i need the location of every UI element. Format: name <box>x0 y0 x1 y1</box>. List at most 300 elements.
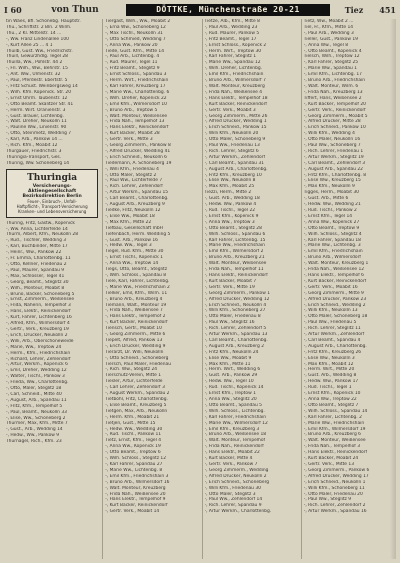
directory-entry: -, Erich Schneid., Pankow 10 <box>303 125 366 131</box>
directory-entry: -, Emil Kfm., Friedrichshain <box>204 72 264 78</box>
directory-entry: -, Herm., Kfm., Friedrichshain <box>6 350 71 356</box>
directory-entry: -, Otto Beamt. Skalitzer Str. 41 <box>6 101 74 107</box>
directory-entry: -, Alfred Drucker, Wedding 12 <box>204 296 270 302</box>
directory-entry: -, Ernst Schloss., Spandau 3 <box>105 72 167 78</box>
directory-entry: -, Fr. Emma, Charlottenbg. 11 <box>6 256 71 262</box>
directory-entry: -, Alfred, Kfm., Wilmersdorf 4 <box>6 321 70 327</box>
directory-entry: -, Georg Zimmerm., Mitte 26 <box>204 113 268 119</box>
directory-entry: -, Rud. Tischl., Pankow 11 <box>105 432 162 438</box>
directory-entry: -, Max Kfm., Mitte 11 <box>204 361 251 367</box>
directory-entry: -, Kurt Allee 25 ... 4 1 <box>6 42 53 48</box>
directory-entry: -, Fri. Wilh., Ww., Behrstr. 15 <box>6 66 68 72</box>
directory-entry: -, Wilh. Schloss., Lichtenbg. <box>204 408 265 414</box>
directory-entry: -, Gust. Arb., Pankow 29 <box>204 373 258 379</box>
directory-entry: -, Rud. Tischl., Tegel 1 <box>303 385 352 391</box>
directory-entry: -, Karl Fahrer, Steglitz 1 <box>204 54 257 60</box>
directory-entry: -, Rich. Lehrer, Zehlendorf 5 <box>204 326 267 332</box>
directory-entry: -, Gertr. Verk., Mitte 13 <box>303 461 354 467</box>
directory-entry: -, Anna Ww., Treptow 22 <box>303 397 357 402</box>
directory-entry: -, Ant. Ww., Ulmenstr. 32 <box>6 72 61 78</box>
directory-entry: Thuring, Ww. Schöneberg 14 <box>6 160 70 166</box>
ad-line: Versicherungs-Aktiengesellschaft <box>28 183 77 194</box>
directory-entry: -, Anna Ww., Steglitz 20 <box>204 397 257 402</box>
directory-entry: Thürnagel, Rich., Kfm. 23 <box>6 439 62 445</box>
directory-entry: -, Pauline Ww., Linienstr. 90 <box>6 125 67 131</box>
directory-entry: -, Otto Maler, Friedenau 20 <box>303 491 363 497</box>
directory-entry: -, Gust. Arb., Mitte 6 <box>303 196 349 202</box>
directory-entry: Tiedemann, A. Schöneberg 19 <box>105 160 172 166</box>
directory-entry: -, Willi Kfm., Neukölln 13 <box>303 308 358 314</box>
directory-entry: -, Otto Maler, Steglitz 3 <box>204 491 256 497</box>
directory-entry: Tiffert, Hans, Weißensee 2 <box>303 95 362 101</box>
thuringia-advertisement <box>6 169 98 218</box>
directory-entry: -, Paul, Beamt., Neukölln 33 <box>6 409 67 415</box>
directory-entry: -, Fritz Kfm., Kreuzberg 26 <box>303 349 362 355</box>
column-2 <box>102 19 197 559</box>
directory-entry: -, Erich Schneid., Neukölln 4 <box>204 302 267 308</box>
directory-entry: Thurm, Albert, Kfm., Neukölln 28 <box>6 232 79 238</box>
directory-entry: -, Frida Näh., Kreuzberg 13 <box>303 89 363 95</box>
directory-entry: -, Paul Arb., Wedding 23 <box>204 24 258 30</box>
directory-entry: -, August, Arb., Spandau 11 <box>6 397 67 403</box>
directory-entry: -, Rud. Tischl., Pankow 2 <box>303 208 357 213</box>
directory-entry: -, Marie Ww., Spandau 12 <box>204 60 261 66</box>
directory-entry: -, Alfred Drucker, Wedding 17 <box>303 473 369 479</box>
directory-entry: -, Bruno Arb., Kreuzberg 21 <box>204 255 265 261</box>
directory-entry: -, Wilh. Schloss., Spandau 6 <box>204 231 266 237</box>
directory-entry: -, Otto Maler, Schöneberg 9 <box>204 137 266 143</box>
directory-entry: -, Georg Zimmerm., Mitte 9 <box>303 290 364 296</box>
directory-entry: -, Otto Maler, Schöneberg 18 <box>303 314 368 320</box>
directory-entry: -, Karl Fahrer, Spandau 27 <box>105 461 163 467</box>
directory-entry: -, Fritz Kfm., Neukölln 24 <box>204 349 259 355</box>
directory-entry: -, Gertr., Verk., Kreuzberg 19 <box>6 326 69 332</box>
directory-entry: Thürmer, Max, Kfm., Mitte 7 <box>6 421 68 427</box>
directory-entry: -, Fritz Beamt., Tegel 17 <box>204 36 257 42</box>
directory-entry: -, Rud. Tischl., Köpenick 14 <box>204 385 264 391</box>
directory-entry: Tietgen, Max, Arb., Neukölln <box>105 408 168 414</box>
directory-entry: -, Rich. Kfm., Moabit 12 <box>6 143 58 149</box>
directory-entry: -, Artur Werkm., Zehlendorf <box>204 154 266 160</box>
directory-entry: -, Artur Werkm., Charlottenbg. <box>204 509 272 515</box>
directory-entry: -, Max Kfm., Neukölln 9 <box>303 184 355 190</box>
directory-entry: -, Gust. Arb., Wedding 18 <box>204 196 260 202</box>
directory-entry: -, Walt. Monteur, Tempelhof <box>204 438 266 444</box>
directory-entry: Tietze, Alb., Kfm., Mitte 8 <box>204 19 260 24</box>
directory-entry: -, Bruno Arb., Friedrichshain <box>303 78 366 84</box>
directory-entry: -, Frida Näh., Reinickendorf <box>204 444 264 450</box>
directory-entry: -, Erich Schneid., Schöneberg <box>204 479 270 485</box>
directory-entry: -, Gertr. Verk., Pankow 7 <box>204 461 258 467</box>
directory-entry: -, Kurt Bäcker, Moabit 28 <box>105 131 160 137</box>
directory-entry: -, Max Kfm., Moabit 25 <box>204 184 255 190</box>
directory-entry: -, Hedw. Ww., Pankow 17 <box>303 379 359 385</box>
directory-entry: Tiezzi, Herm., Mitte 2 <box>204 190 252 196</box>
column-1-entries-bottom <box>6 221 98 445</box>
directory-entry: Tieller, Gust., Pankow 19 <box>303 36 358 42</box>
directory-entry: -, Herm. Wirt., Treptow 30 <box>204 48 262 54</box>
directory-entry: -, Emil Kfm., Lichtenbg. 17 <box>303 72 362 78</box>
directory-entry: -, Otto Beamt., Steglitz 28 <box>204 225 262 231</box>
directory-entry: -, Rich. Ww., Steglitz 24 <box>105 367 158 373</box>
directory-entry: -, Rich. Lehrer, Spandau 9 <box>204 503 262 509</box>
directory-entry: -, Hans Elektr., Tempelhof 9 <box>105 497 166 503</box>
directory-entry: -, Emil Kfm., Wilmersdorf 10 <box>105 101 167 107</box>
directory-entry: -, Anna Ww., Köpenick 27 <box>303 219 360 225</box>
directory-entry: Tietböhl, Fritz, Charlottenbg. <box>105 397 168 402</box>
directory-entry: -, Alfred Drucker, Pankow 23 <box>303 296 367 302</box>
directory-entry: -, Kurt Bäcker, Moabit 24 <box>303 456 359 462</box>
directory-entry: -, Ww. Anna, Lichterfelde 14 <box>6 226 68 232</box>
directory-entry: Thuringia-Transport, Ges. <box>6 154 62 160</box>
directory-entry: -, Carl, Schneid., Mitte 40 <box>6 391 62 397</box>
directory-entry: -, Herm. Wirt., Wedding 6 <box>204 367 261 373</box>
directory-entry: -, Anna Ww., Treptow 14 <box>105 261 159 267</box>
directory-entry: -, Rich. Lehrer, Steglitz 11 <box>303 326 361 332</box>
directory-entry: -, Max Kfm., Mitte 22 <box>105 219 152 225</box>
directory-entry: -, Richard, Lehrer, Zehlendorf <box>6 356 71 362</box>
directory-entry: -, Artur, Werkm., Köpenick 6 <box>6 362 68 368</box>
directory-entry: -, Carl Beamt., Charlottenbg. <box>105 196 169 202</box>
directory-entry: -, Marie Ww., Spandau 1 <box>303 66 357 72</box>
directory-entry: -, Wilh. Schloss., Steglitz 4 <box>303 231 362 237</box>
column-1 <box>4 19 98 559</box>
ad-line: Feuer-, Einbruch-, Unfall- <box>27 198 77 204</box>
directory-entry: -, Herm. Wirt., Mitte 20 <box>303 367 355 373</box>
directory-entry: -, Willi Kfm., Friedenau 30 <box>204 485 261 491</box>
directory-entry: -, Wilh. Schloss., Steglitz 12 <box>105 456 166 462</box>
directory-entry: -, Gust. Arb., Pankow 16 <box>105 237 158 243</box>
directory-entry: -, Georg Zimmerm., Wedding <box>204 467 269 473</box>
directory-entry: -, Hans Elektr., Reinickendorf <box>105 125 169 131</box>
directory-entry: -, Hedw. Ww., Tegel 3 <box>105 243 152 249</box>
directory-entry: -, Georg Zimmerm., Pankow 6 <box>303 467 370 473</box>
directory-entry: -, Hans Elektr., Reinickendorf <box>303 450 368 456</box>
directory-entry: Tiersch, Paul Maler, Friedenau <box>105 361 172 367</box>
directory-entry: Thüring, Fritz, Gastw., Köpenick <box>6 220 75 226</box>
directory-entry: -, Carl Lehrer, Zehlendorf 3 <box>105 385 165 391</box>
directory-entry: -, Wilh. Dreher, Köpenick 22 <box>105 95 167 101</box>
directory-entry: -, Willi Kfm., Friedenau 4 <box>105 166 159 172</box>
directory-entry: -, Wilh., Monteur, Moabit 8 <box>6 285 65 291</box>
directory-entry: Tiensch, Gertr., Moabit 10 <box>105 326 162 332</box>
directory-entry: Tiele, Karl, Fahrer, Lichtenbg. <box>105 278 170 284</box>
directory-entry: -, Paul, Maurer, Spandau 9 <box>6 267 65 273</box>
page-number: 451 <box>379 5 396 15</box>
directory-entry: -, Frida Näh., Weißensee 12 <box>303 267 365 273</box>
directory-entry: Tielsch, Wilh., Treptow 12 <box>303 54 360 60</box>
directory-entry: -, Otto Maler, Friedenau 8 <box>204 314 261 320</box>
directory-entry: Thuilb, Gust. Ww., Friedrichstr. <box>6 48 73 54</box>
directory-entry: -, Otto Maler, Neukölln 16 <box>303 137 361 143</box>
column-1-entries-top <box>6 19 98 167</box>
directory-entry: -, Willi Kfm., Schöneberg 27 <box>204 308 266 314</box>
column-3 <box>202 19 297 559</box>
directory-entry: -, Herm. Wirt., Friedrichshain <box>105 78 169 84</box>
directory-entry: -, Frida Näh., Tempelhof 3 <box>303 444 360 450</box>
directory-entry: -, Emil Kfm., Friedrichshain <box>303 249 363 255</box>
directory-entry: -, Rich. Lehrer, Steglitz 6 <box>204 148 259 154</box>
directory-entry: -, Kurt Bäcker, Mitte 4 <box>204 456 253 462</box>
directory-entry: Tiel, Fr., Kfm., Mitte 14 <box>303 24 354 30</box>
directory-entry: Tiefenbach, Herm. Wedding 5 <box>105 231 171 237</box>
directory-entry: -, Erna Ww., Schöneberg 12 <box>105 24 166 30</box>
directory-entry: -, Gust. Brauer, Lichtenbg. <box>6 113 64 119</box>
directory-entry: -, August Arb., Spandau 22 <box>303 166 363 172</box>
directory-entry: -, Otto Maler, Steglitz 2 <box>105 172 157 178</box>
directory-entry: -, Karl Fahrer, Friedrichshain <box>204 414 267 420</box>
directory-entry: -, Frida Näh., Tempelhof 13 <box>105 119 165 125</box>
directory-entry: -, Paul Arb., Lichtenbg. 4 <box>105 54 160 60</box>
directory-entry: -, Herm. Kfm., Moabit 21 <box>105 414 160 420</box>
directory-entry: -, Georg, Beamt., Steglitz 30 <box>6 279 69 285</box>
directory-entry: -, Emil, Dreher, Wedding 12 <box>6 368 67 374</box>
directory-entry: -, Gust., Arb., Wedding 14 <box>6 427 63 433</box>
directory-entry: -, Frieda, Ww., Charlottenbg. <box>6 380 69 386</box>
directory-entry: -, Frida Näh., Weißensee 4 <box>204 89 263 95</box>
directory-entry: -, Marie Ww., Friedrichshain 2 <box>105 284 170 290</box>
directory-entry: Tietz, Ww., Moabit 2 ... <box>303 19 354 24</box>
directory-entry: Tietjen, Gust., Mitte 15 <box>105 420 156 426</box>
directory-entry: -, Ernst Uhrm. Taubenstr. 12 <box>6 95 68 101</box>
directory-entry: -, Otto Schneid., Schöneberg <box>105 355 169 361</box>
directory-entry: -, Ernst Kfm., Tegel 14 <box>303 213 353 219</box>
directory-entry: -, Fritz Beamt., Steglitz 9 <box>105 66 160 72</box>
directory-entry: -, Elise Ww., Moabit 18 <box>105 213 155 219</box>
directory-entry: -, Paul Ww., Steglitz 16 <box>204 320 255 326</box>
directory-entry: -, Otto Schmied, Wedding 7 <box>105 36 166 42</box>
directory-entry: -, Carl Beamt., Spandau 4 <box>303 337 361 343</box>
directory-entry: Tiepelt, Alfred, Pankow 13 <box>105 337 163 343</box>
directory-entry: -, Bruno, Bäcker, Schöneberg 5 <box>6 291 75 297</box>
directory-entry: Tigges, Herm., Moabit 30 <box>303 190 359 196</box>
directory-entry: -, Paul Ww., Zehlendorf 14 <box>204 497 263 503</box>
directory-entry: -, Karl, Arb., Pankow 14 ... <box>6 137 63 143</box>
directory-entry: -, Gertr. Verk., Moabit 16 <box>303 284 358 290</box>
directory-entry: -, Artur Werkm., Steglitz 19 <box>303 154 364 160</box>
ad-line: Haftpflicht-, Transport-Versicherung <box>16 203 88 209</box>
directory-entry: -, Gertr. Verk., Reinickendorf <box>303 107 366 113</box>
directory-entry: -, Walt. Monteur, Weißensee <box>105 113 168 119</box>
directory-entry: -, Kurt Bäcker, Reinickendorf <box>105 320 168 326</box>
directory-entry: -, Hedw., Ww., Pankow 9 <box>6 433 60 439</box>
directory-entry: -, Anna Ww., Treptow 3 <box>204 219 255 225</box>
directory-entry: Tiergast, Wilh., Ww., Moabit 2 <box>105 19 171 24</box>
directory-entry: -, Erich, Drucker, Neukölln 2 <box>6 332 68 338</box>
directory-entry: -, Anna Ww., Pankow 20 <box>105 42 158 48</box>
directory-entry: -, Paul Ww., Schöneberg 7 <box>303 143 361 149</box>
directory-entry: -, Otto, Kellner, Friedenau 2 <box>6 262 67 267</box>
page-header <box>4 3 396 17</box>
directory-entry: -, Kurt Bäcker, Reinickendorf <box>204 101 267 107</box>
directory-entry: -, Marie Ww., Wilmersdorf 12 <box>204 420 268 426</box>
directory-entry: Thuill, Gewürzhdlg. Tegel 28 <box>6 54 68 60</box>
directory-entry: -, Georg Zimmerm., Pankow 8 <box>105 143 171 149</box>
directory-entry: -, Erich Schneid., Neukölln 1 <box>303 479 366 485</box>
directory-entry: -, Rud. Maurer, Tegel 11 <box>105 60 158 66</box>
directory-entry: -, Marie Ww., Lichtenbg. 3 <box>303 243 361 249</box>
header-left-marker: I 60 <box>4 5 22 15</box>
directory-entry: -, Paul Ww., Lichterfelde 7 <box>105 178 163 184</box>
header-entry-range: von Thun <box>51 5 99 15</box>
directory-entry: -, Ernst Kfm., Treptow 1 <box>204 391 256 397</box>
directory-entry: -, Erich Drucker, Wedding 9 <box>105 343 166 349</box>
directory-entry: -, Wilh. Schloss., Spandau 8 <box>105 272 167 278</box>
directory-entry: -, Willi Kfm., Wedding 4 <box>303 131 355 137</box>
directory-entry: Tiedke, Fritz, Neukölln 12 <box>105 208 161 213</box>
directory-entry: -, Elise Ww., Neukölln 3 <box>303 355 355 361</box>
directory-entry: Thuilla, Ww., Pohlstr. 44 2 <box>6 60 63 66</box>
directory-entry: -, Elise Ww., Kreuzberg 15 <box>303 178 361 184</box>
directory-entry: -, Max Kfm., Moabit 12 <box>303 361 354 367</box>
directory-entry: -, Erich Schneid., Wedding 2 <box>303 302 366 308</box>
directory-entry: -, Max, Schlosser, Tegel 41 <box>6 273 65 279</box>
directory-entry: -, Elise Ww., Moabit 9 <box>204 355 252 361</box>
directory-entry: -, Fritz Schust. Weinbergsweg 14 <box>6 83 78 89</box>
directory-entry: -, Paul Ww., Friedenau 5 <box>303 320 357 326</box>
directory-entry: -, Artur Werkm., Spandau 16 <box>303 509 367 515</box>
directory-entry: -, Walt. Dreher, Neukölln 11 <box>6 119 67 125</box>
page-edge-shadow <box>390 19 396 559</box>
directory-entry: -, Walt. Monteur, Wilm. 6 <box>303 83 359 89</box>
directory-entry: -, Gertr. Verk., Moabit 3 <box>204 107 256 113</box>
directory-entry: -, August Werkm., Spandau 2 <box>105 391 170 397</box>
directory-entry: -, Ernst Kfm., Köpenick 10 <box>303 391 361 397</box>
directory-entry: -, Paul Ww., Friedenau 13 <box>204 143 260 149</box>
directory-entry: -, Artur Werkm., Spandau 13 <box>204 332 268 338</box>
directory-entry: Thurgauer, Friedrichstr. 3 <box>6 148 62 154</box>
directory-entry: -, Bruno Arb., Treptow 5 <box>105 107 158 113</box>
directory-entry: -, Wilh. Dreher, Lichtenbg. <box>204 66 263 72</box>
directory-entry: -, Otto Beamt., Treptow 9 <box>303 225 360 231</box>
directory-entry: -, Carl Beamt., Charlottenbg. <box>204 337 268 343</box>
directory-entry: -, Rich. Lehrer, Zehlendorf 2 <box>303 503 366 509</box>
directory-entry: -, Gertr. Verk., Moabit 14 <box>105 509 160 515</box>
directory-entry: -, Artur Werkm., Zehlendorf <box>303 332 365 338</box>
directory-entry: -, Kurt, Fahrer, Lichtenberg 16 <box>6 315 72 321</box>
directory-entry: -, Marie Ww., Charlottenbg. 6 <box>105 89 170 95</box>
directory-entry: -, Otto, Steinmetz, Wedding 7 <box>6 131 72 137</box>
directory-entry: -, Herm. Wirt. Oranienstr. 3 <box>6 107 66 113</box>
directory-entry: -, Marie Ww., Friedrichshain <box>204 243 265 249</box>
directory-entry: -, Hedw. Ww., Pankow 4 <box>204 202 257 208</box>
directory-entry: -, Rich. Lehrer, Friedenau 1 <box>303 148 364 154</box>
directory-entry: Tietz, Ernst, Kfm., Tegel 4 <box>105 438 162 444</box>
directory-entry: -, Willi, Arb., Oberschöneweide <box>6 338 74 344</box>
ad-title: Thuringia <box>27 172 78 183</box>
directory-entry: -, Hans Elektr., Tempelhof 2 <box>105 314 166 320</box>
directory-entry: -, Anna Ww., Tegel 8 <box>303 42 349 48</box>
directory-entry: -, Paul Arb., Wedding 3 <box>303 30 354 36</box>
directory-entry: -, Alfred Drucker, Neukölln 2 <box>204 473 267 479</box>
directory-entry: Tiegel, Rud. Kfm., Mitte 30 <box>105 249 164 255</box>
directory-entry: -, Hans, Elektr., Reinickendorf <box>6 309 71 315</box>
directory-entry: -, Carl Beamt., Spandau 31 <box>204 160 264 166</box>
directory-entry: -, Otto, Maler, Steglitz 18 <box>6 386 62 392</box>
directory-entry: -, Emil Kfm., Kreuzberg 3 <box>204 426 260 432</box>
directory-entry: -, Frida Näh., Weißensee 20 <box>105 491 166 497</box>
directory-entry: -, Hans Elektr., Tempelhof 18 <box>204 95 268 101</box>
directory-entry: -, Bruno Arb., Weißensee 18 <box>204 432 267 438</box>
directory-entry: -, Hedw. Ww., Wedding 21 <box>303 202 361 208</box>
directory-columns <box>4 19 396 559</box>
directory-entry: -, Elise, Ww., Schöneberg 2 <box>6 415 66 421</box>
ad-line: Kranken- und Lebensversicherung <box>17 208 87 214</box>
directory-entry: -, Carl Beamt., Zehlendorf 3 <box>303 160 366 166</box>
directory-entry: -, Gertr. Verk., Mitte 19 <box>204 284 255 290</box>
directory-entry: -, Willi Kfm., Schöneberg 11 <box>303 485 365 491</box>
directory-entry: -, Ernst Schloss., Köpenick 2 <box>204 42 267 48</box>
directory-entry: Thu., 2 Kl. Mittelstr. 14 ... <box>6 30 62 36</box>
directory-entry: -, Paul Ww., Steglitz 9 <box>303 497 352 503</box>
directory-entry: -, Karl Fahrer, Lichtenbg. 15 <box>204 237 266 243</box>
directory-entry: -, Marie Ww., Lichtenbg. 8 <box>105 467 163 473</box>
directory-entry: -, Karl Fahrer, Steglitz 25 <box>303 60 359 66</box>
directory-entry: -, Fritz Kfm., Kreuzberg 10 <box>204 172 262 178</box>
directory-entry: -, Walter, Tischl., Pankow 3 <box>6 374 65 380</box>
directory-entry: -, Hans Elektr., Tempelhof 6 <box>303 272 364 278</box>
directory-entry: -, Kurt Bäcker, Moabit 7 <box>204 278 257 284</box>
directory-entry: -, Georg Zimmerm., Pankow 1 <box>204 290 271 296</box>
ad-line: Bezirksdirektion Berlin <box>22 193 82 199</box>
directory-entry: -, Otto Beamt., Spandau 5 <box>204 402 262 408</box>
directory-entry: -, August Arb., Charlottenbg. <box>204 166 268 172</box>
directory-entry: -, Rud. Tischl., Tegel 22 <box>204 208 256 213</box>
directory-entry: -, Paul, Pferdestr. Ebertstr. 5 <box>6 78 68 84</box>
directory-entry: -, Hedw. Ww., Wedding 30 <box>105 426 163 432</box>
directory-entry: -, Rich. Lehrer, Zehlendorf <box>105 184 163 190</box>
directory-entry: Tiede, Gust. Kfm., Mitte 14 <box>105 48 165 54</box>
directory-entry: -, Gust. Arb., Wedding 8 <box>303 373 357 379</box>
directory-entry: -, Karl Fahrer, Spandau 18 <box>303 237 361 243</box>
directory-entry: -, Emil Kfm., Wilmersdorf 19 <box>303 426 366 432</box>
directory-entry: -, Emil Kfm., Wilmersdorf 2 <box>204 249 264 255</box>
directory-entry: -, Karl, Buchbinder, Mitte 17 <box>6 244 68 250</box>
directory-entry: -, Erich Schneid., Neukölln 6 <box>105 154 167 160</box>
directory-entry: Tielker, Emil, Kfm., Wilm. 11 <box>105 290 168 296</box>
directory-entry: -, Kurt Bäcker, Reinickendorf <box>303 278 367 284</box>
header-advertiser-banner: DÖTTKE, Münchenstraße 20-21 <box>126 4 330 16</box>
directory-entry: -, Kurt Bäcker, Reinickendorf <box>105 503 168 509</box>
directory-entry: -, Elise Ww., Neukölln 8 <box>204 178 256 184</box>
directory-entry: Tierarzt, Dr. Willi, Neukölln <box>105 349 164 355</box>
directory-entry: -, Bruno Arb., Wilmersdorf 7 <box>204 78 266 84</box>
directory-entry: -, Walt. Monteur, Kreuzberg <box>105 485 166 491</box>
directory-entry: -, Emil Kfm., Friedrichshain 3 <box>105 473 169 479</box>
directory-entry: -, August Arb., Charlottenbg. <box>303 343 367 349</box>
directory-entry: Tiemann, Walt., Monteur 19 <box>105 302 167 308</box>
directory-entry: -, Elise Beamt., Kreuzberg 5 <box>105 402 167 408</box>
directory-entry: -, Fritz, Kfm., Tempelhof 5 <box>6 403 63 409</box>
directory-entry: -, Walt. Monteur, Kreuzberg <box>204 83 265 89</box>
directory-entry: -, Bruno Arb., Wilmersdorf <box>303 255 361 261</box>
directory-entry: -, Marie Ww., Friedrichshain <box>303 420 365 426</box>
directory-entry: -, Frida Näh., Weißensee 7 <box>105 308 163 314</box>
directory-entry: -, Alfred Drucker, Wedding 41 <box>105 148 171 154</box>
directory-entry: -, Frida Näh., Tempelhof 11 <box>204 267 264 273</box>
directory-entry: -, Ernst Tischl., Köpenick 1 <box>105 255 163 261</box>
directory-entry: -, Walt. Monteur, Weißensee <box>303 438 366 444</box>
column-4 <box>301 19 396 559</box>
directory-entry: -, Bruno Arb., Wilmersdorf 16 <box>105 479 170 485</box>
directory-entry: -, Ernst, Zimmerm., Weißensee <box>6 297 75 303</box>
directory-entry: -, Gertr. Verk., Mitte 3 <box>105 137 153 143</box>
directory-entry: -, Kurt Bäcker, Tempelhof 20 <box>303 101 366 107</box>
directory-entry: -, Alfred Drucker, Wedding 1 <box>204 119 267 125</box>
directory-entry: -, Max Tischl., Neukölln 31 <box>105 30 163 36</box>
directory-entry: -, Frida, Näherin, Tempelhof 3 <box>6 303 71 309</box>
directory-entry: -, Otto Beamt., Köpenick 4 <box>303 48 362 54</box>
